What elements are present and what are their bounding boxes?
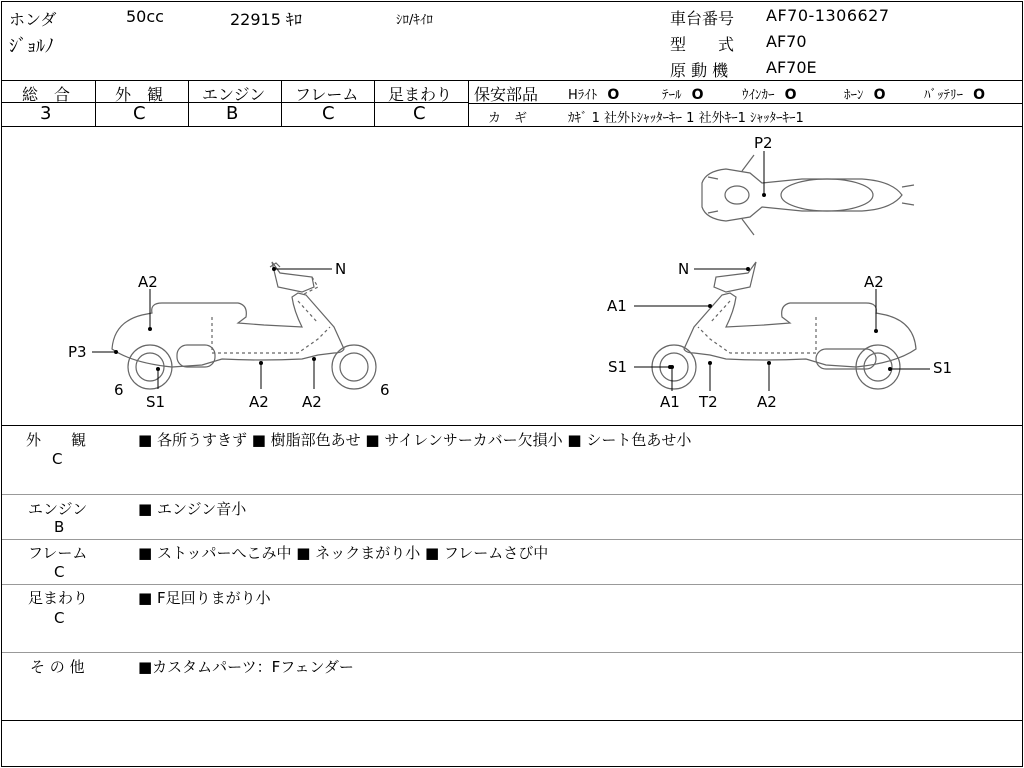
remark-category: 足まわり (28, 589, 89, 607)
diagram-label: S1 (933, 359, 953, 377)
grade-frame: C (322, 103, 335, 124)
divider (2, 584, 1022, 585)
remark-text: ■ ストッパーへこみ中 ■ ネックまがり小 ■ フレームさび中 (138, 544, 549, 562)
key-label: カ ギ (488, 111, 528, 126)
remark-text: ■ F足回りまがり小 (138, 589, 271, 607)
engine-label: 原 動 機 (670, 61, 729, 80)
frame-no: AF70-1306627 (766, 6, 890, 25)
damage-points (114, 193, 892, 371)
grade-exterior: C (133, 103, 146, 124)
damage-diagram (2, 127, 1022, 425)
remark-text: ■ エンジン音小 (138, 500, 247, 518)
check-mark: O (973, 87, 986, 103)
diagram-label: A1 (607, 297, 627, 315)
diagram-label: 6 (380, 381, 390, 399)
remark-category: 外 観 (26, 431, 87, 449)
diagram-label: S1 (608, 358, 628, 376)
divider (468, 103, 1022, 104)
grade-suspension: C (413, 103, 426, 124)
check-mark: O (784, 87, 797, 103)
divider (2, 652, 1022, 653)
divider (281, 80, 282, 126)
grade-suspension-label: 足まわり (388, 85, 453, 104)
remark-text: ■カスタムパーツ：Fフェンダー (138, 658, 354, 676)
engine-value: AF70E (766, 58, 817, 77)
inspection-sheet (1, 1, 1023, 767)
mileage: 22915 ｷﾛ (230, 10, 302, 29)
maker: ホンダ (9, 10, 57, 29)
check-mark: O (873, 87, 886, 103)
leader-lines (92, 151, 930, 391)
diagram-label: A2 (757, 393, 777, 411)
diagram-label: P2 (754, 134, 773, 152)
divider (95, 80, 96, 126)
diagram-label: A2 (302, 393, 322, 411)
remark-grade: C (52, 450, 63, 468)
safety-label: 保安部品 (474, 85, 539, 104)
grade-exterior-label: 外 観 (115, 85, 164, 104)
divider (374, 80, 375, 126)
safety-item-headlight: Hﾗｲﾄ O (568, 87, 620, 103)
divider (2, 80, 1022, 81)
remark-grade: C (54, 609, 65, 627)
diagram-label: N (335, 260, 347, 278)
remark-category: そ の 他 (30, 658, 85, 676)
diagram-label: P3 (68, 343, 87, 361)
safety-item-battery: ﾊﾞｯﾃﾘｰ O (924, 87, 986, 103)
type-label: 型 式 (670, 35, 735, 54)
divider (2, 425, 1022, 426)
diagram-label: A1 (660, 393, 680, 411)
grade-total: 3 (40, 103, 52, 124)
check-mark: O (607, 87, 620, 103)
grade-engine-label: エンジン (202, 85, 266, 104)
body-color: ｼﾛ/ｷｲﾛ (396, 13, 433, 28)
displacement: 50cc (126, 7, 164, 26)
check-mark: O (691, 87, 704, 103)
safety-item-horn: ﾎｰﾝ O (844, 87, 886, 103)
grade-engine: B (226, 103, 239, 124)
divider (188, 80, 189, 126)
grade-frame-label: フレーム (295, 85, 359, 104)
diagram-label: T2 (699, 393, 718, 411)
divider (2, 494, 1022, 495)
diagram-label: A2 (864, 273, 884, 291)
grade-total-label: 総 合 (22, 85, 71, 104)
safety-item-winker: ｳｲﾝｶｰ O (742, 87, 797, 103)
remark-grade: C (54, 563, 65, 581)
divider (468, 80, 469, 126)
type-value: AF70 (766, 32, 807, 51)
divider (2, 539, 1022, 540)
diagram-label: S1 (146, 393, 166, 411)
safety-item-tail: ﾃｰﾙ O (662, 87, 704, 103)
model-name: ｼﾞｮﾙﾉ (9, 36, 54, 57)
frame-no-label: 車台番号 (670, 9, 735, 28)
remark-category: フレーム (28, 544, 88, 562)
diagram-label: N (678, 260, 690, 278)
divider (2, 720, 1022, 721)
remark-text: ■ 各所うすきず ■ 樹脂部色あせ ■ サイレンサーカバー欠損小 ■ シート色あせ小 (138, 431, 692, 449)
diagram-label: 6 (114, 381, 124, 399)
key-text: ｶｷﾞ 1 社外ﾄｼｬｯﾀｰｷｰ 1 社外ｷｰ1 ｼｬｯﾀｰｷｰ1 (568, 111, 804, 126)
remark-category: エンジン (28, 500, 88, 518)
diagram-label: A2 (249, 393, 269, 411)
diagram-label: A2 (138, 273, 158, 291)
remark-grade: B (54, 518, 65, 536)
scooter-top-view-icon (702, 155, 914, 235)
